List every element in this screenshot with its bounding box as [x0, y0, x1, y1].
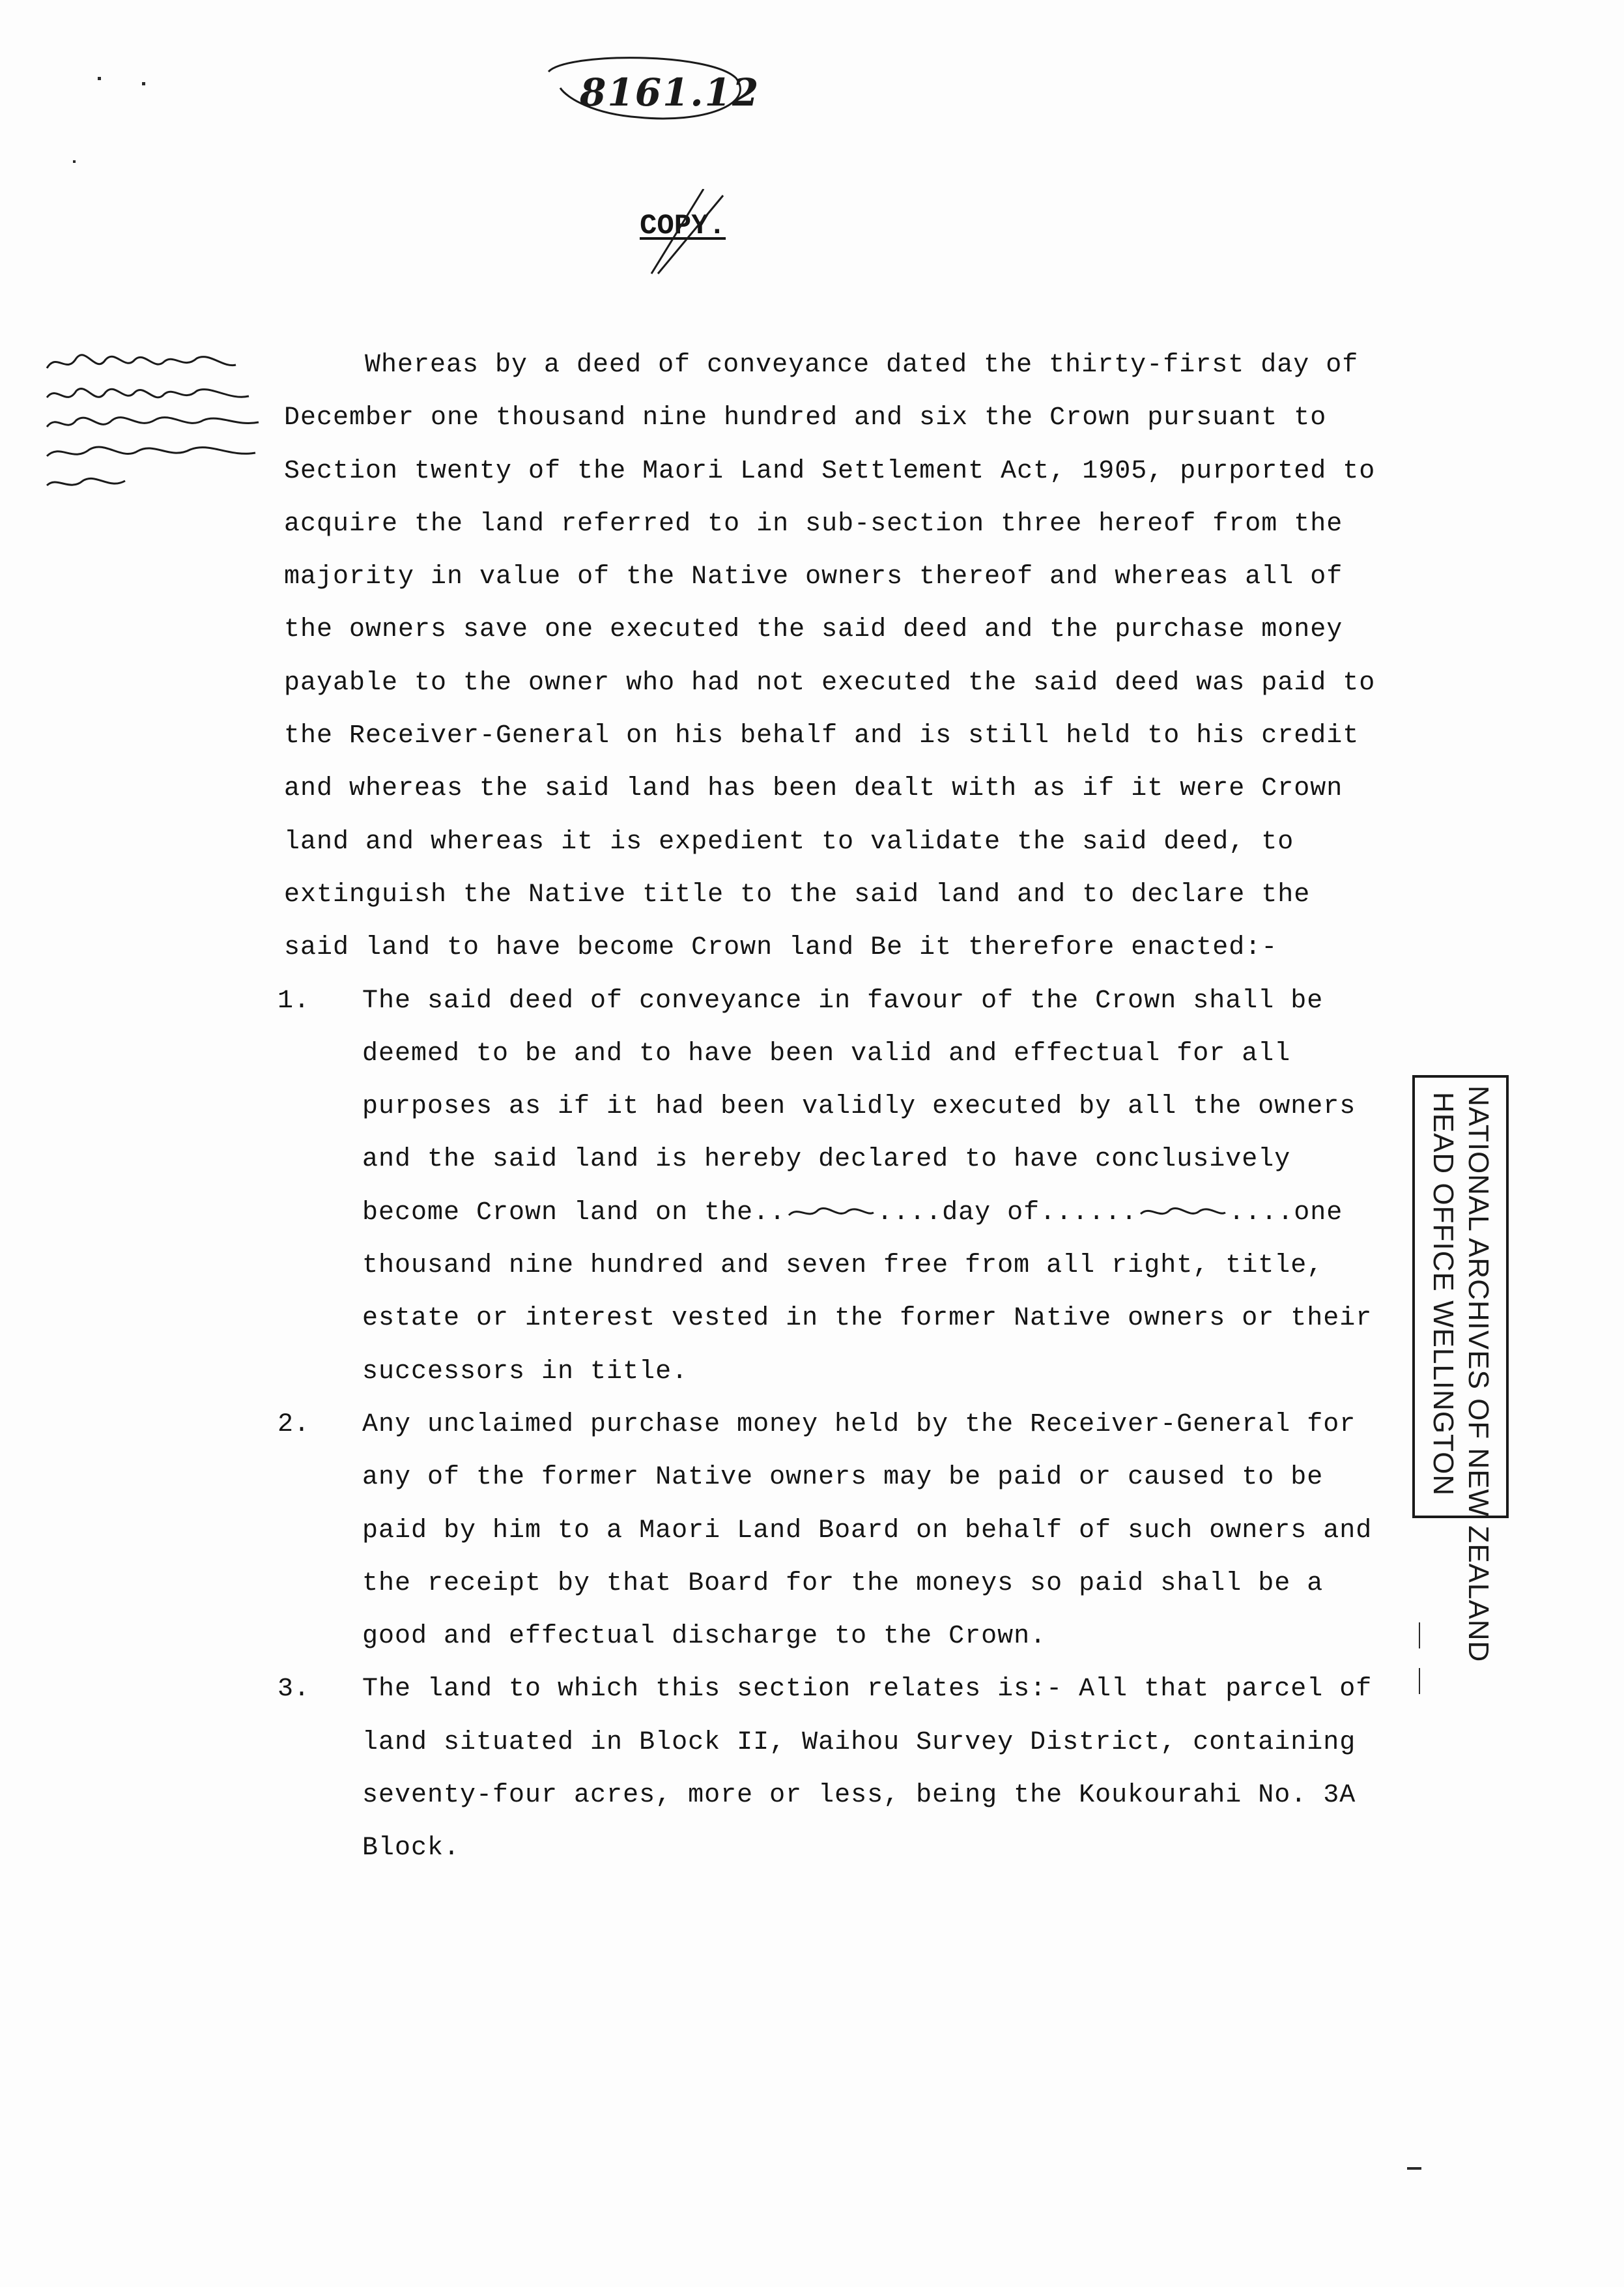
copy-label: COPY.	[640, 210, 726, 242]
scan-speck	[142, 82, 145, 85]
handwriting-scribble	[40, 345, 268, 495]
handwritten-blank-day	[786, 1202, 877, 1222]
copy-strike-mark	[625, 189, 756, 280]
clause-text: The said deed of conveyance in favour of the Crown shall be deemed to be and to have been valid and effectual for all purposes as if it had been validly executed by all the owners and the said land is hereby declared to have conclusively become Crown land on the..	[362, 986, 1373, 1228]
clause-text: ....one thousand nine hundred and seven free from all right, title, estate or interest vested in the former Native owners or their successors in title.	[362, 1198, 1389, 1387]
archive-stamp	[1412, 1075, 1509, 1663]
margin-note-handwritten	[40, 345, 268, 495]
archive-stamp-line1: NATIONAL ARCHIVES OF NEW ZEALAND	[1462, 1086, 1494, 1663]
clause-number: 3.	[278, 1675, 311, 1704]
reference-number-annotation	[541, 52, 760, 130]
scan-speck	[98, 77, 101, 80]
clause-number: 2.	[278, 1409, 311, 1439]
preamble-text: Whereas by a deed of conveyance dated the thirty-first day of December one thousand nine hundred and six the Crown pursuant to Section twenty of the Maori Land Settlement Act, 1905, purported to acquire the land referred to in sub-section three hereof from the majority in value of the Native owners thereof and whereas all of the owners save one executed the said deed and the purchase money payable to the owner who had not executed the said deed was paid to the Receiver-General on his behalf and is still held to his credit and whereas the said land has been dealt with as if it were Crown land and whereas it is expedient to validate the said deed, to extinguish the Native title to the said land and to declare the said land to have become Crown land Be it therefore enacted:-	[284, 351, 1392, 963]
clause-text: ....day of......	[877, 1198, 1138, 1228]
handwritten-blank-month	[1137, 1202, 1229, 1222]
reference-number: 8161.12	[580, 70, 760, 115]
clause-3	[278, 1663, 1391, 1875]
archive-stamp-text	[1425, 1086, 1496, 1663]
clause-text: Any unclaimed purchase money held by the Receiver-General for any of the former Native owners may be paid or caused to be paid by him to a Maori Land Board on behalf of such owners and the receipt by that Board for the moneys so paid shall be a good and effectual discharge to the Crown.	[362, 1409, 1389, 1652]
scan-speck	[73, 160, 76, 163]
clause-2	[278, 1398, 1391, 1663]
clause-1	[278, 975, 1391, 1398]
scan-speck	[1407, 2167, 1421, 2170]
scan-speck	[1419, 1668, 1420, 1694]
document-body	[278, 339, 1392, 1875]
copy-heading	[625, 189, 756, 280]
archive-stamp-line2: HEAD OFFICE WELLINGTON	[1427, 1091, 1459, 1497]
clause-text: The land to which this section relates is:- All that parcel of land situated in Block II, Waihou Survey District, containing seventy-four acres, more or less, being the Koukourahi No. 3A Block.	[362, 1675, 1389, 1863]
scan-speck	[1419, 1622, 1420, 1648]
clause-number: 1.	[278, 986, 311, 1016]
preamble-paragraph	[284, 339, 1391, 975]
